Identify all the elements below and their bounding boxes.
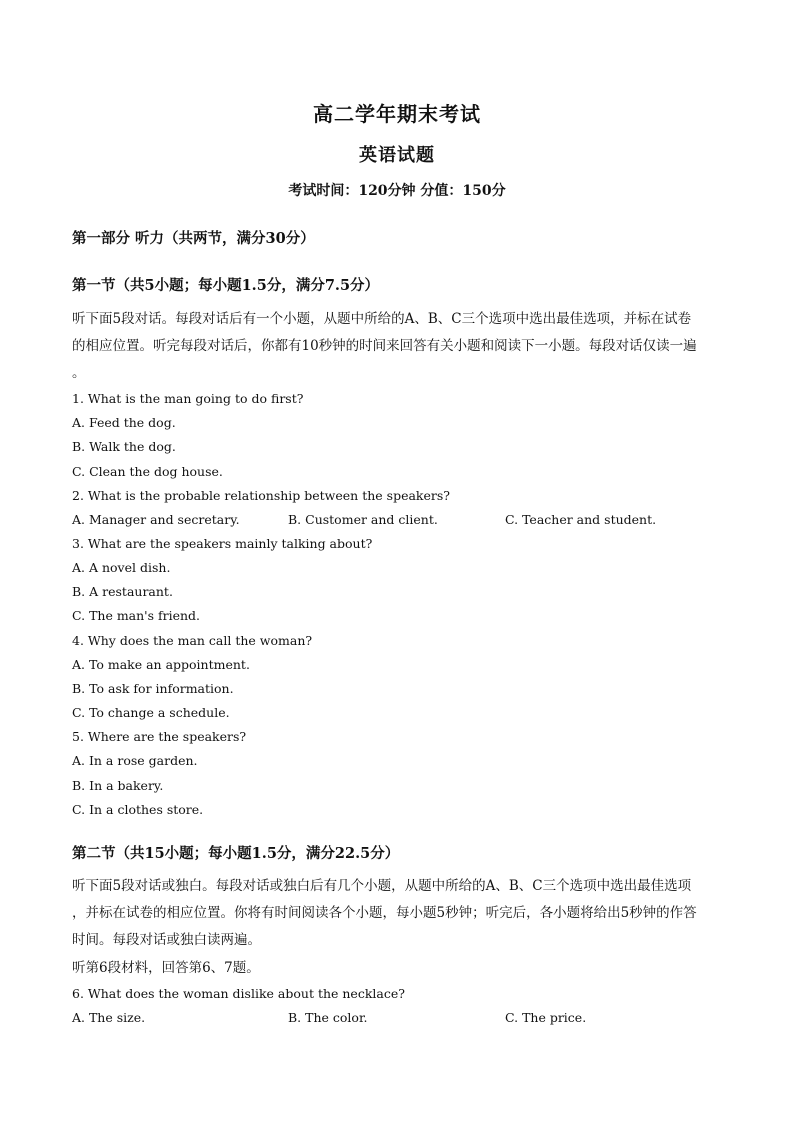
question-5-option-a: A. In a rose garden. <box>72 753 198 768</box>
question-2-option-a: A. Manager and secretary. <box>72 512 240 527</box>
section2-heading: 第二节（共15小题；每小题1.5分，满分22.5分） <box>72 845 400 862</box>
section1-instructions-line2: 的相应位置。听完每段对话后，你都有10秒钟的时间来回答有关小题和阅读下一小题。每段对话仅读一遍 <box>72 338 697 354</box>
question-2-option-b: B. Customer and client. <box>288 512 438 527</box>
question-6-stem: 6. What does the woman dislike about the necklace? <box>72 986 405 1001</box>
question-5-option-b: B. In a bakery. <box>72 778 164 793</box>
question-6-option-a: A. The size. <box>72 1010 146 1025</box>
question-4-option-b: B. To ask for information. <box>72 681 234 696</box>
question-3-option-c: C. The man's friend. <box>72 608 201 623</box>
question-3-option-b: B. A restaurant. <box>72 584 173 599</box>
question-2-option-c: C. Teacher and student. <box>505 512 657 527</box>
question-3-option-a: A. A novel dish. <box>72 560 171 575</box>
exam-title: 高二学年期末考试 <box>313 102 481 126</box>
section1-heading: 第一节（共5小题；每小题1.5分，满分7.5分） <box>72 277 380 294</box>
part1-heading: 第一部分 听力（共两节，满分30分） <box>72 230 315 247</box>
question-1-option-a: A. Feed the dog. <box>72 415 176 430</box>
question-5-stem: 5. Where are the speakers? <box>72 729 247 744</box>
exam-time-and-score: 考试时间：120分钟 分值：150分 <box>288 183 506 199</box>
question-2-stem: 2. What is the probable relationship between the speakers? <box>72 488 450 503</box>
question-5-option-c: C. In a clothes store. <box>72 802 204 817</box>
section1-instructions-line1: 听下面5段对话。每段对话后有一个小题，从题中所给的A、B、C三个选项中选出最佳选项，并标在试卷 <box>72 311 692 327</box>
question-4-stem: 4. Why does the man call the woman? <box>72 633 313 648</box>
question-3-stem: 3. What are the speakers mainly talking about? <box>72 536 373 551</box>
material-note: 听第6段材料，回答第6、7题。 <box>72 960 260 976</box>
question-1-option-b: B. Walk the dog. <box>72 439 176 454</box>
question-6-option-b: B. The color. <box>288 1010 368 1025</box>
question-1-stem: 1. What is the man going to do first? <box>72 391 304 406</box>
section2-instructions-line3: 时间。每段对话或独白读两遍。 <box>72 932 261 948</box>
question-4-option-c: C. To change a schedule. <box>72 705 230 720</box>
question-6-option-c: C. The price. <box>505 1010 587 1025</box>
question-4-option-a: A. To make an appointment. <box>72 657 250 672</box>
section2-instructions-line1: 听下面5段对话或独白。每段对话或独白后有几个小题，从题中所给的A、B、C三个选项中选出最佳选项 <box>72 878 692 894</box>
exam-subject: 英语试题 <box>359 145 435 166</box>
section2-instructions-line2: ，并标在试卷的相应位置。你将有时间阅读各个小题，每小题5秒钟；听完后，各小题将给出5秒钟的作答 <box>72 905 697 921</box>
question-1-option-c: C. Clean the dog house. <box>72 464 223 479</box>
section1-instructions-line3: 。 <box>72 365 86 381</box>
